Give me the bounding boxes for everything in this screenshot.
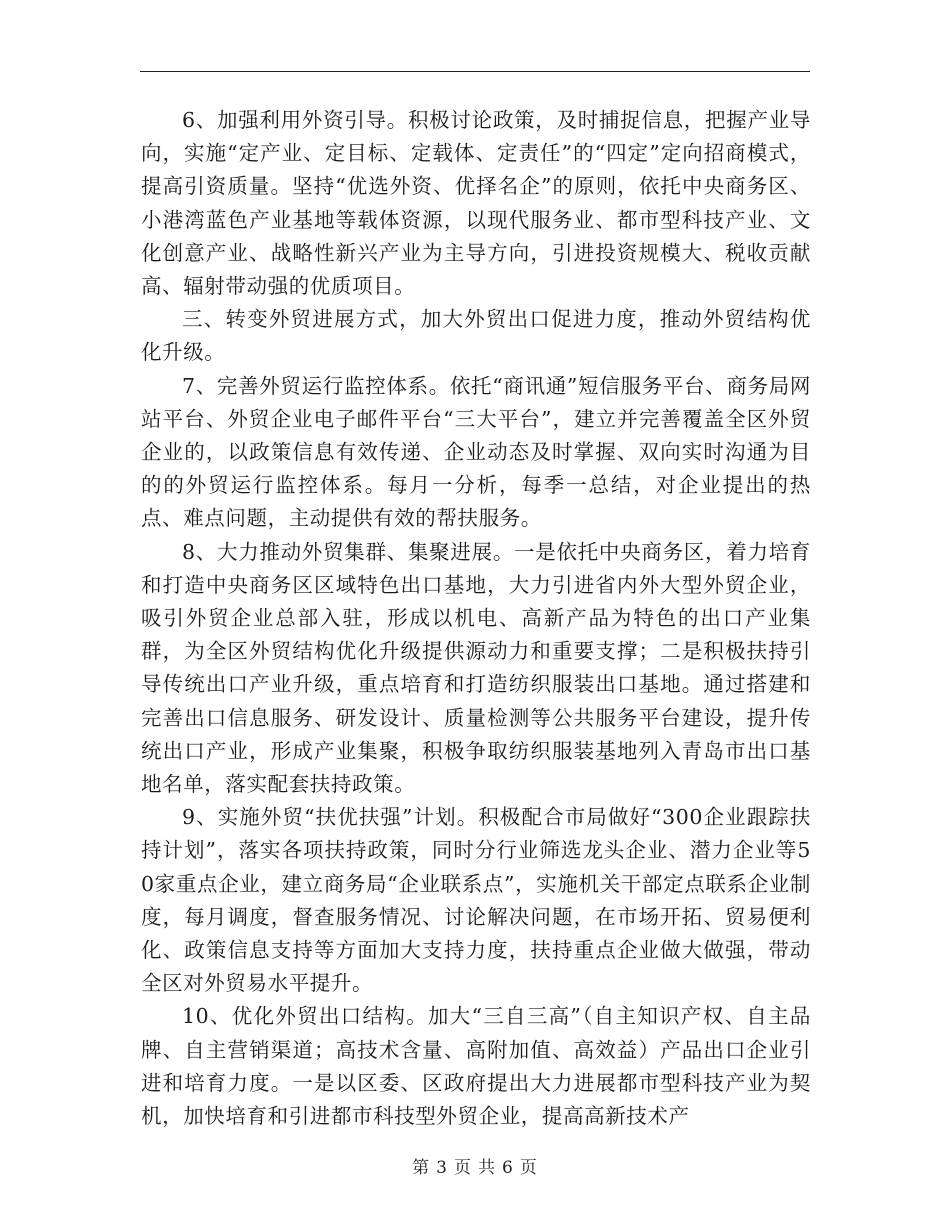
paragraph-6: 6、加强利用外资引导。积极讨论政策，及时捕捉信息，把握产业导向，实施“定产业、定目标、定载体、定责任”的“四定”定向招商模式，提高引资质量。坚持“优选外资、优择名企”的原则，依托中央商务区、小港湾蓝色产业基地等载体资源，以现代服务业、都市型科技产业、文化创意产业、战略性新兴产业为主导方向，引进投资规模大、税收贡献高、辐射带动强的优质项目。	[141, 108, 811, 299]
paragraph-8: 8、大力推动外贸集群、集聚进展。一是依托中央商务区，着力培育和打造中央商务区区域特色出口基地，大力引进省内外大型外贸企业，吸引外贸企业总部入驻，形成以机电、高新产品为特色的出口产业集群，为全区外贸结构优化升级提供源动力和重要支撑；二是积极扶持引导传统出口产业升级，重点培育和打造纺织服装出口基地。通过搭建和完善出口信息服务、研发设计、质量检测等公共服务平台建设，提升传统出口产业，形成产业集聚，积极争取纺织服装基地列入青岛市出口基地名单，落实配套扶持政策。	[141, 539, 811, 797]
page-footer	[0, 1153, 950, 1178]
paragraph-9: 9、实施外贸“扶优扶强”计划。积极配合市局做好“300企业跟踪扶持计划”，落实各项扶持政策，同时分行业筛选龙头企业、潜力企业等50家重点企业，建立商务局“企业联系点”，实施机关干部定点联系企业制度，每月调度，督查服务情况、讨论解决问题，在市场开拓、贸易便利化、政策信息支持等方面加大支持力度，扶持重点企业做大做强，带动全区对外贸易水平提升。	[141, 805, 811, 996]
section-heading-3: 三、转变外贸进展方式，加大外贸出口促进力度，推动外贸结构优化升级。	[141, 307, 811, 365]
footer-ye-2: 页	[519, 1158, 538, 1178]
header-rule	[140, 71, 810, 72]
paragraph-7: 7、完善外贸运行监控体系。依托“商讯通”短信服务平台、商务局网站平台、外贸企业电子邮件平台“三大平台”，建立并完善覆盖全区外贸企业的，以政策信息有效传递、企业动态及时掌握、双向实时沟通为目的的外贸运行监控体系。每月一分析，每季一总结，对企业提出的热点、难点问题，主动提供有效的帮扶服务。	[141, 373, 811, 531]
footer-page-number: 3	[436, 1158, 448, 1178]
paragraph-10: 10、优化外贸出口结构。加大“三自三高”（自主知识产权、自主品牌、自主营销渠道；高技术含量、高附加值、高效益）产品出口企业引进和培育力度。一是以区委、区政府提出大力进展都市型科技产业为契机，加快培育和引进都市科技型外贸企业，提高高新技术产	[141, 1004, 811, 1129]
footer-di: 第	[412, 1158, 431, 1178]
footer-gong: 共	[478, 1158, 496, 1178]
footer-total-pages: 6	[502, 1158, 514, 1178]
footer-ye: 页	[454, 1158, 472, 1178]
document-body	[141, 104, 811, 1133]
